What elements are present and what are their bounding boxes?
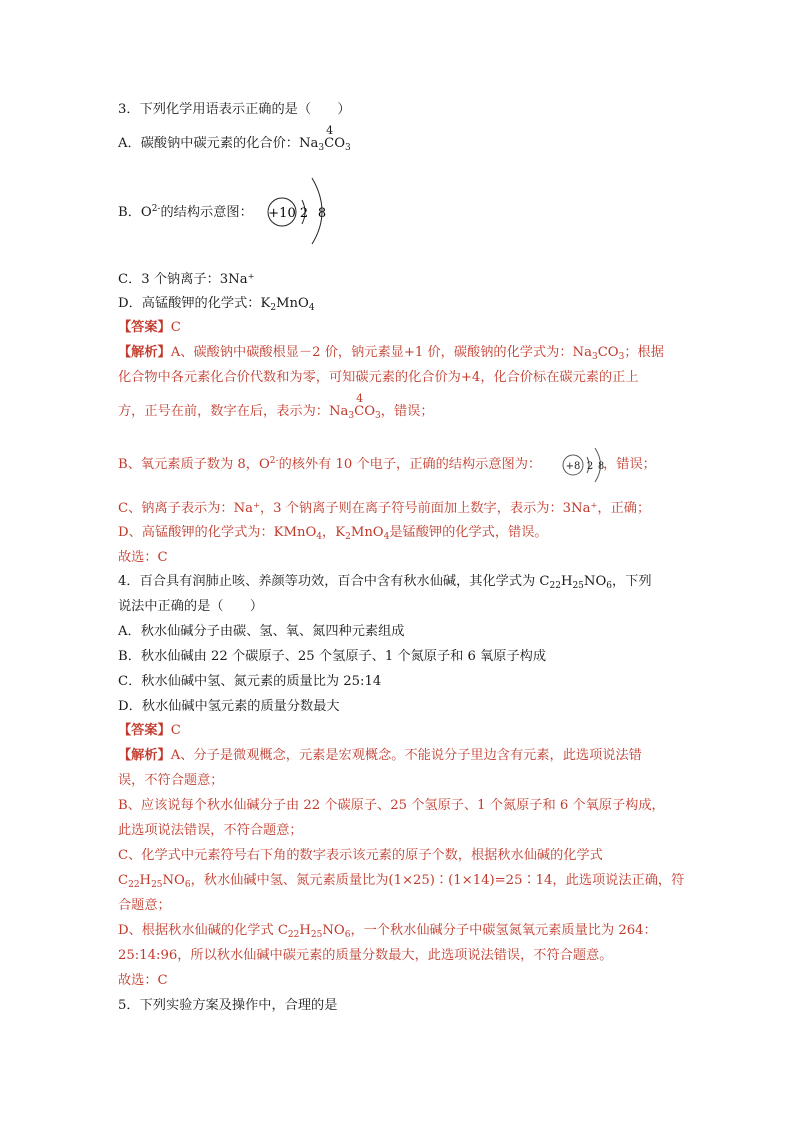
formula-subscript: 3 <box>348 411 355 421</box>
formula-subscript: 22 <box>287 930 300 940</box>
analysis-tag: 【解析】 <box>118 748 171 763</box>
formula-part: CO <box>597 345 619 360</box>
atom-structure-diagram-wrong <box>262 175 342 247</box>
formula-subscript: 3 <box>345 143 351 153</box>
q4-option-b: B．秋水仙碱由 22 个碳原子、25 个氢原子、1 个氮原子和 6 氧原子构成 <box>118 649 547 664</box>
shell-1-electrons: 2 <box>586 461 594 472</box>
q3-option-a <box>118 124 351 154</box>
formula-part: NO <box>583 574 607 589</box>
q4-analysis-c1: C、化学式中元素符号右下角的数字表示该元素的原子个数，根据秋水仙碱的化学式 <box>118 848 603 863</box>
q3-option-d <box>118 294 315 314</box>
formula-part: NO <box>322 923 345 938</box>
analysis-text: ；根据 <box>624 345 664 360</box>
formula-part: Na <box>298 136 319 151</box>
q4-choose: 故选：C <box>118 973 168 988</box>
analysis-text: D、根据秋水仙碱的化学式 C <box>118 923 288 938</box>
analysis-tag: 【解析】 <box>118 345 171 360</box>
analysis-text: ，错误； <box>603 457 656 472</box>
q4-stem-line1 <box>118 572 652 592</box>
formula-part: H <box>139 873 152 888</box>
formula-subscript: 2 <box>345 532 351 542</box>
formula-subscript: 22 <box>128 880 140 890</box>
formula-part: O <box>334 136 346 151</box>
valence-carbon <box>324 124 335 154</box>
formula-subscript: 4 <box>316 532 323 542</box>
q4-analysis-c2 <box>118 871 684 891</box>
valence-number: 4 <box>326 124 334 137</box>
q4-analysis-a2: 误，不符合题意； <box>118 773 224 788</box>
ion-charge: 2- <box>151 204 161 214</box>
formula-subscript: 2 <box>270 303 277 313</box>
analysis-text: D、高锰酸钾的化学式为：KMnO <box>118 525 317 540</box>
shell-1-electrons: 2 <box>299 206 309 221</box>
valence-carbon <box>354 392 365 422</box>
q4-stem-text: 4．百合具有润肺止咳、养颜等功效，百合中含有秋水仙碱，其化学式为 C <box>118 574 550 589</box>
shell-2-electrons: 8 <box>597 461 605 472</box>
nucleus-charge: +10 <box>268 206 296 221</box>
analysis-text: ，秋水仙碱中氢、氮元素质量比为(1×25)∶(1×14)=25∶14，此选项说法正确，符 <box>190 873 685 888</box>
analysis-text: A、分子是微观概念，元素是宏观概念。不能说分子里边含有元素，此选项说法错 <box>170 748 642 763</box>
q3-option-b <box>118 203 253 223</box>
q3-option-c: C．3 个钠离子：3Na⁺ <box>118 272 255 287</box>
q4-analysis-a1 <box>118 746 642 766</box>
analysis-text: B、氧元素质子数为 8，O <box>118 457 270 472</box>
q4-stem-text: ，下列 <box>612 574 652 589</box>
formula-part: C <box>354 404 365 419</box>
q3-option-a-text: A．碳酸钠中碳元素的化合价： <box>118 136 299 151</box>
formula-part: C <box>324 136 335 151</box>
nucleus-charge: +8 <box>565 461 581 472</box>
q3-analysis-c: C、钠离子表示为：Na⁺，3 个钠离子则在离子符号前面加上数字，表示为：3Na⁺，正确； <box>118 501 651 516</box>
q3-analysis-d <box>118 523 548 543</box>
q3-choose: 故选：C <box>118 550 168 565</box>
q4-option-a: A．秋水仙碱分子由碳、氢、氧、氮四种元素组成 <box>118 624 405 639</box>
q3-stem: 3．下列化学用语表示正确的是（ ） <box>118 102 351 117</box>
answer-tag: 【答案】 <box>118 723 171 738</box>
q3-analysis-a3 <box>118 392 434 422</box>
formula-part: Na <box>329 404 349 419</box>
valence-number: 4 <box>356 392 364 405</box>
q4-option-c: C．秋水仙碱中氢、氮元素的质量比为 25:14 <box>118 674 382 689</box>
analysis-text: 是锰酸钾的化学式，错误。 <box>389 525 548 540</box>
formula-subscript: 25 <box>310 930 323 940</box>
atom-structure-diagram-correct <box>558 444 618 486</box>
q3-analysis-a1 <box>118 343 664 363</box>
answer-tag: 【答案】 <box>118 320 171 335</box>
formula-subscript: 6 <box>344 930 351 940</box>
formula-subscript: 3 <box>591 352 598 362</box>
q4-answer <box>118 721 181 741</box>
q5-stem: 5．下列实验方案及操作中，合理的是 <box>118 998 338 1013</box>
formula-part: O <box>364 404 376 419</box>
formula-subscript: 3 <box>318 143 325 153</box>
q4-analysis-b2: 此选项说法错误，不符合题意； <box>118 823 303 838</box>
analysis-text: A、碳酸钠中碳酸根显－2 价，钠元素显+1 价，碳酸钠的化学式为：Na <box>170 345 592 360</box>
q3-option-b-label: 的结构示意图： <box>160 205 253 220</box>
formula-subscript: 4 <box>308 303 315 313</box>
analysis-text: ，K <box>322 525 346 540</box>
formula-part: NO <box>162 873 185 888</box>
q3-analysis-a2: 化合物中各元素化合价代数和为零，可知碳元素的化合价为+4，化合价标在碳元素的正上 <box>118 370 639 385</box>
formula-subscript: 6 <box>606 581 612 591</box>
formula-subscript: 4 <box>383 532 390 542</box>
q3-answer <box>118 318 181 338</box>
q3-option-b-text: B．O <box>118 205 152 220</box>
q4-analysis-d2: 25:14:96，所以秋水仙碱中碳元素的质量分数最大，此选项说法错误，不符合题意。 <box>118 948 613 963</box>
q4-analysis-c3: 合题意； <box>118 898 171 913</box>
ion-charge: 2- <box>269 456 279 466</box>
analysis-text: 的核外有 10 个电子，正确的结构示意图为： <box>278 457 542 472</box>
q4-option-d: D．秋水仙碱中氢元素的质量分数最大 <box>118 699 340 714</box>
formula-part: MnO <box>276 296 309 311</box>
analysis-text: ，一个秋水仙碱分子中碳氢氮氧元素质量比为 264： <box>350 923 657 938</box>
q4-analysis-b1: B、应该说每个秋水仙碱分子由 22 个碳原子、25 个氢原子、1 个氮原子和 6 个氧原子构成， <box>118 798 665 813</box>
q4-analysis-d1 <box>118 921 657 941</box>
formula-subscript: 22 <box>549 581 561 591</box>
formula-part: MnO <box>350 525 384 540</box>
answer-value: C <box>170 320 181 335</box>
analysis-text: 方，正号在前，数字在后，表示为： <box>118 404 329 419</box>
analysis-text: ，错误； <box>380 404 434 419</box>
formula-subscript: 25 <box>151 880 163 890</box>
shell-2-electrons: 8 <box>317 206 327 221</box>
q4-stem-line2: 说法中正确的是（ ） <box>118 599 264 614</box>
formula-part: H <box>299 923 311 938</box>
answer-value: C <box>170 723 181 738</box>
formula-subscript: 25 <box>572 581 584 591</box>
q3-option-d-text: D．高锰酸钾的化学式：K <box>118 296 271 311</box>
formula-subscript: 3 <box>375 411 381 421</box>
formula-part: H <box>560 574 573 589</box>
formula-part: C <box>118 873 129 888</box>
formula-subscript: 3 <box>618 352 625 362</box>
formula-subscript: 6 <box>184 880 191 890</box>
